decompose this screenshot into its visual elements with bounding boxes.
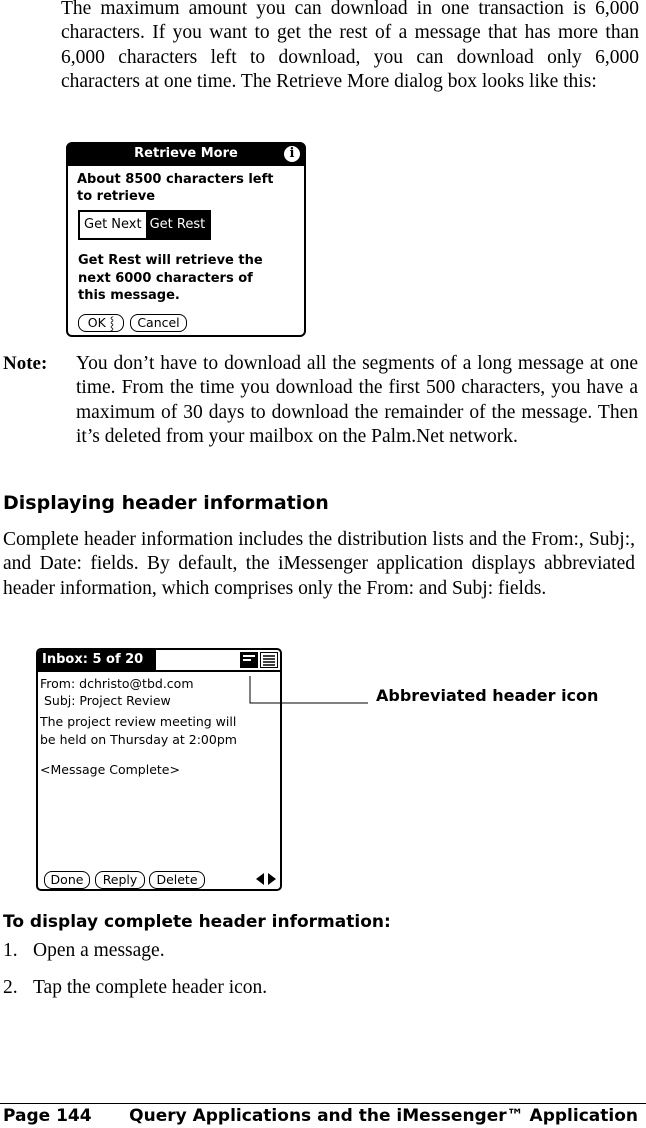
dialog-title: Retrieve More: [134, 146, 238, 161]
footer-page-number: Page 144: [3, 1106, 92, 1126]
procedure-title: To display complete header information:: [3, 912, 391, 932]
dialog-desc-line2: next 6000 characters of: [78, 270, 253, 286]
footer-rule: [0, 1103, 646, 1104]
cancel-button[interactable]: Cancel: [130, 314, 187, 332]
dialog-message-line2: to retrieve: [77, 188, 156, 204]
ok-label: OK: [87, 315, 106, 330]
inbox-message-screen: [36, 648, 282, 891]
reply-button[interactable]: Reply: [95, 871, 145, 889]
note-text: You don’t have to download all the segments of a long message at one time. From the time you download the first 500 characters, you have a maximum of 30 days to download the remainder of the message. Then it’s deleted from your mailbox on the Palm.Net network.: [76, 353, 638, 448]
graffiti-shortcut-icon: ⸾: [109, 315, 115, 330]
intro-paragraph: The maximum amount you can download in one transaction is 6,000 characters. If you want to get the rest of a message that has more than 6,000 characters left to download, you can download only 6,000 characters at one time. The Retrieve More dialog box looks like this:: [61, 0, 639, 93]
step-text: Tap the complete header icon.: [33, 977, 268, 998]
procedure-step: [3, 977, 267, 999]
section-paragraph: Complete header information includes the distribution lists and the From:, Subj:, and Date: fields. By default, the iMessenger application displays abbreviated header information, which comprises only the From: and Subj: fields.: [3, 529, 635, 599]
dialog-message-line1: About 8500 characters left: [77, 172, 274, 187]
dialog-description: [78, 252, 263, 305]
inbox-title: Inbox: 5 of 20: [42, 652, 144, 667]
done-button[interactable]: Done: [44, 871, 90, 889]
retrieve-more-dialog: [66, 142, 306, 337]
delete-button[interactable]: Delete: [149, 871, 205, 889]
retrieve-option-selector: [78, 210, 211, 240]
callout-label: Abbreviated header icon: [376, 686, 599, 705]
ok-button[interactable]: [78, 314, 124, 332]
get-next-button[interactable]: Get Next: [84, 217, 142, 232]
step-text: Open a message.: [33, 940, 165, 961]
dialog-title-bar: [68, 144, 304, 166]
subject-line: Subj: Project Review: [40, 693, 171, 708]
from-line: From: dchristo@tbd.com: [40, 676, 194, 691]
dialog-desc-line1: Get Rest will retrieve the: [78, 253, 263, 268]
inbox-title-tab: [38, 650, 156, 672]
section-heading: Displaying header information: [3, 492, 329, 514]
message-body-line2: be held on Thursday at 2:00pm: [40, 732, 237, 747]
procedure-step: [3, 940, 165, 962]
step-number: 2.: [3, 977, 18, 998]
title-rule: [38, 670, 280, 672]
step-number: 1.: [3, 940, 18, 961]
message-complete-marker: <Message Complete>: [40, 762, 180, 777]
info-icon[interactable]: i: [284, 146, 300, 162]
scroll-arrows-icon[interactable]: [256, 872, 276, 886]
get-rest-button[interactable]: Get Rest: [146, 212, 210, 238]
dialog-desc-line3: this message.: [78, 288, 180, 303]
abbreviated-header-icon[interactable]: [240, 652, 278, 668]
dialog-message: [77, 172, 273, 205]
footer-chapter-title: Query Applications and the iMessenger™ Application: [129, 1106, 638, 1126]
message-body-line1: The project review meeting will: [40, 714, 237, 729]
note-label: Note:: [3, 353, 48, 374]
